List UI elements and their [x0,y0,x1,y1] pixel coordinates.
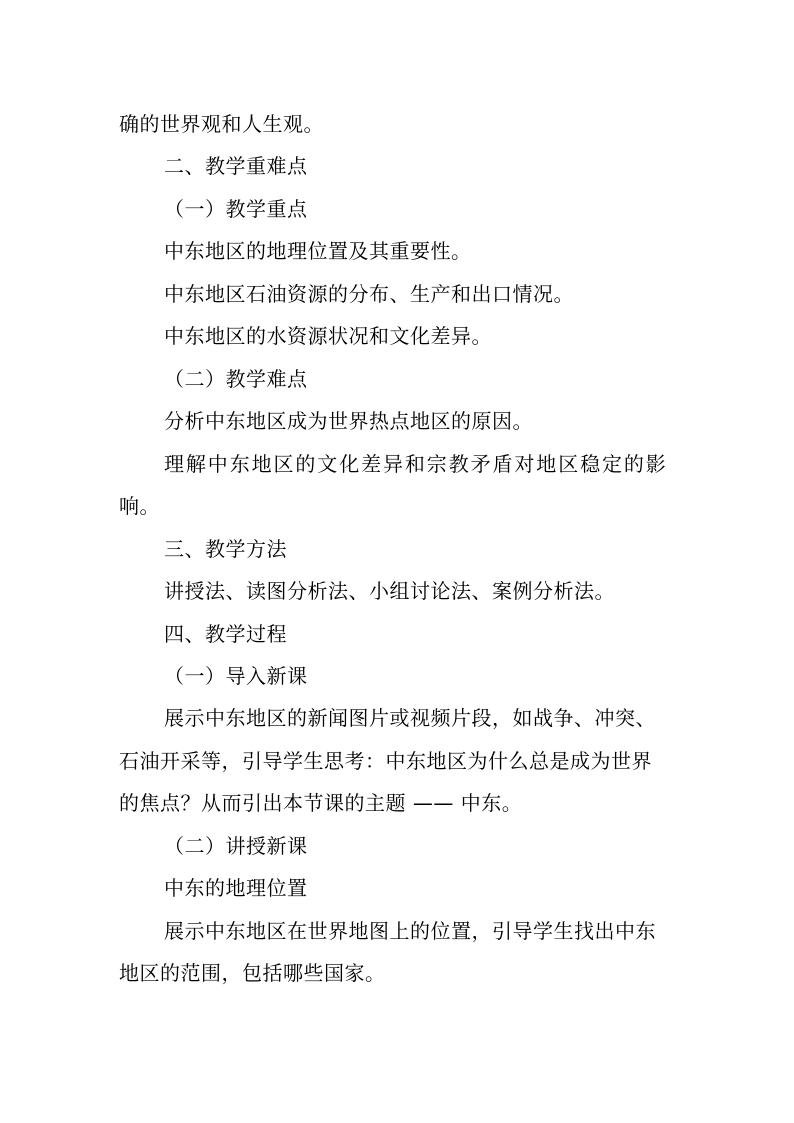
difficult-point-item: 分析中东地区成为世界热点地区的原因。 [164,409,533,433]
section-heading-key-difficult-points: 二、教学重难点 [164,154,308,178]
topic-heading-geographic-location: 中东的地理位置 [164,876,308,900]
subheading-new-lesson: （二）讲授新课 [164,834,308,858]
section-heading-teaching-methods: 三、教学方法 [164,537,287,561]
key-point-item: 中东地区的水资源状况和文化差异。 [164,324,492,348]
difficult-point-item: 理解中东地区的文化差异和宗教矛盾对地区稳定的影 [164,452,668,476]
section-heading-teaching-process: 四、教学过程 [164,622,287,646]
introduction-paragraph-line: 展示中东地区的新闻图片或视频片段，如战争、冲突、 [164,706,656,730]
teaching-methods-text: 讲授法、读图分析法、小组讨论法、案例分析法。 [164,579,615,603]
paragraph-continuation: 确的世界观和人生观。 [119,112,324,136]
introduction-paragraph-line: 石油开采等，引导学生思考：中东地区为什么总是成为世界 [119,749,652,773]
subheading-difficult-points: （二）教学难点 [164,367,308,391]
subheading-key-points: （一）教学重点 [164,197,308,221]
location-paragraph-line: 展示中东地区在世界地图上的位置，引导学生找出中东 [164,919,656,943]
location-paragraph-line: 地区的范围，包括哪些国家。 [119,961,386,985]
subheading-introduction: （一）导入新课 [164,664,308,688]
key-point-item: 中东地区的地理位置及其重要性。 [164,239,472,263]
key-point-item: 中东地区石油资源的分布、生产和出口情况。 [164,282,574,306]
introduction-paragraph-line: 的焦点？从而引出本节课的主题 —— 中东。 [119,791,523,815]
difficult-point-item-continuation: 响。 [119,494,160,518]
